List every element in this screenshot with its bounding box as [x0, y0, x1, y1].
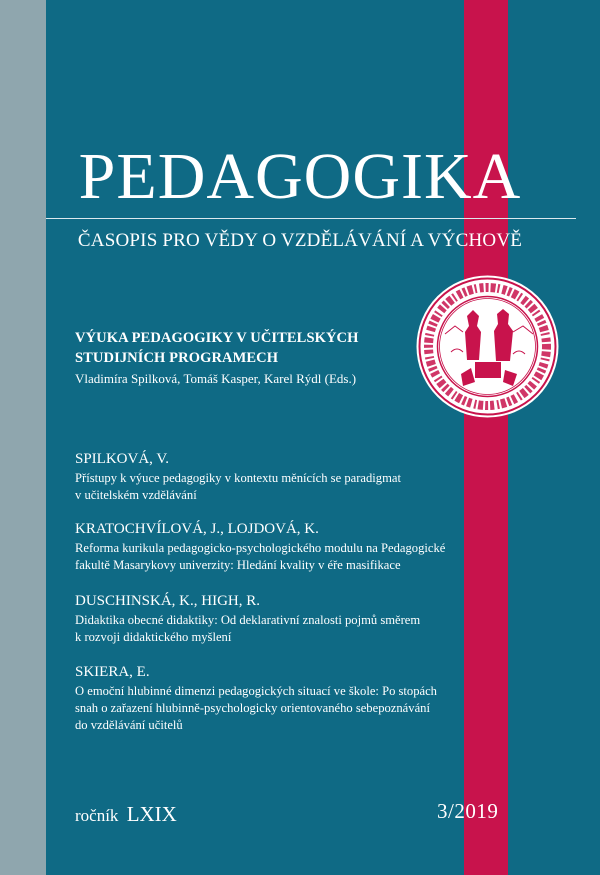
article-title-line: v učitelském vzdělávání — [75, 488, 197, 502]
article-title-line: fakultě Masarykovy univerzity: Hledání kvality v éře masifikace — [75, 558, 401, 572]
article-author: SKIERA, E. — [75, 664, 150, 680]
left-gray-bar — [0, 0, 46, 875]
article-title-line: Reforma kurikula pedagogicko-psychologického modulu na Pedagogické — [75, 541, 446, 555]
article-title-line: do vzdělávání učitelů — [75, 718, 183, 732]
volume-number: LXIX — [126, 802, 177, 826]
article-4 — [75, 661, 465, 734]
article-author: KRATOCHVÍLOVÁ, J., LOJDOVÁ, K. — [75, 521, 319, 537]
article-author: SPILKOVÁ, V. — [75, 451, 170, 467]
article-title-line: Přístupy k výuce pedagogiky v kontextu měnících se paradigmat — [75, 471, 401, 485]
article-title-line: k rozvoji didaktického myšlení — [75, 630, 232, 644]
article-3 — [75, 590, 465, 646]
issue-theme — [75, 328, 395, 390]
red-vertical-stripe — [464, 0, 508, 875]
article-1 — [75, 448, 465, 504]
volume-label: ročník — [75, 806, 119, 825]
university-seal-icon — [415, 274, 560, 419]
article-title-line: snah o zařazení hlubinně-psychologicky orientovaného sebepoznávání — [75, 701, 430, 715]
article-title-line: Didaktika obecné didaktiky: Od deklarativní znalosti pojmů směrem — [75, 613, 421, 627]
article-title-line: O emoční hlubinné dimenzi pedagogických situací ve škole: Po stopách — [75, 684, 437, 698]
journal-subtitle: ČASOPIS PRO VĚDY O VZDĚLÁVÁNÍ A VÝCHOVĚ — [77, 230, 523, 251]
theme-title-line-1: VÝUKA PEDAGOGIKY V UČITELSKÝCH — [75, 330, 359, 346]
article-author: DUSCHINSKÁ, K., HIGH, R. — [75, 593, 261, 609]
theme-title-line-2: STUDIJNÍCH PROGRAMECH — [75, 350, 279, 366]
volume-info — [75, 802, 177, 827]
journal-title: PEDAGOGIKA — [78, 140, 522, 213]
theme-editors: Vladimíra Spilková, Tomáš Kasper, Karel Rýdl (Eds.) — [75, 371, 357, 386]
article-2 — [75, 518, 465, 574]
title-divider — [46, 218, 576, 219]
issue-number: 3/2019 — [437, 799, 499, 823]
